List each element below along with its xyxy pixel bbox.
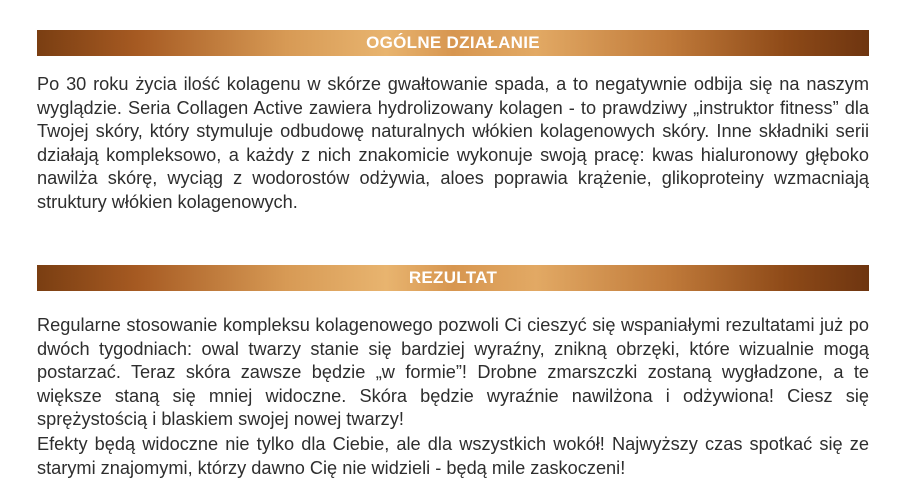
- section-header-general-action: [37, 30, 869, 56]
- section-paragraph: Po 30 roku życia ilość kolagenu w skórze gwałtowanie spada, a to negatywnie odbija się na naszym wyglądzie. Seria Collagen Active zawiera hydrolizowany kolagen - to prawdziwy „instruktor fitness” dla Twojej skóry, który stymuluje odbudowę naturalnych włókien kolagenowych skóry. Inne składniki serii działają kompleksowo, a każdy z nich znakomicie wykonuje swoją pracę: kwas hialuronowy głęboko nawilża skórę, wyciąg z wodorostów odżywia, aloes poprawia krążenie, glikoproteiny wzmacniają struktury włókien kolagenowych.: [37, 74, 869, 212]
- section-header-result: [37, 265, 869, 291]
- section-paragraph: Regularne stosowanie kompleksu kolagenowego pozwoli Ci cieszyć się wspaniałymi rezultatami już po dwóch tygodniach: owal twarzy stanie się bardziej wyraźny, znikną obrzęki, które wizualnie mogą postarzać. Teraz skóra zawsze będzie „w formie”! Drobne zmarszczki zostaną wygładzone, a te większe staną się mniej widoczne. Skóra będzie wyraźnie nawilżona i odżywiona! Ciesz się sprężystością i blaskiem swojej nowej twarzy!: [37, 315, 869, 430]
- section-paragraph: Efekty będą widoczne nie tylko dla Ciebie, ale dla wszystkich wokół! Najwyższy czas spotkać się ze starymi znajomymi, którzy dawno Cię nie widzieli - będą mile zaskoczeni!: [37, 434, 869, 478]
- section-title: REZULTAT: [408, 268, 498, 287]
- section-title: OGÓLNE DZIAŁANIE: [366, 33, 540, 52]
